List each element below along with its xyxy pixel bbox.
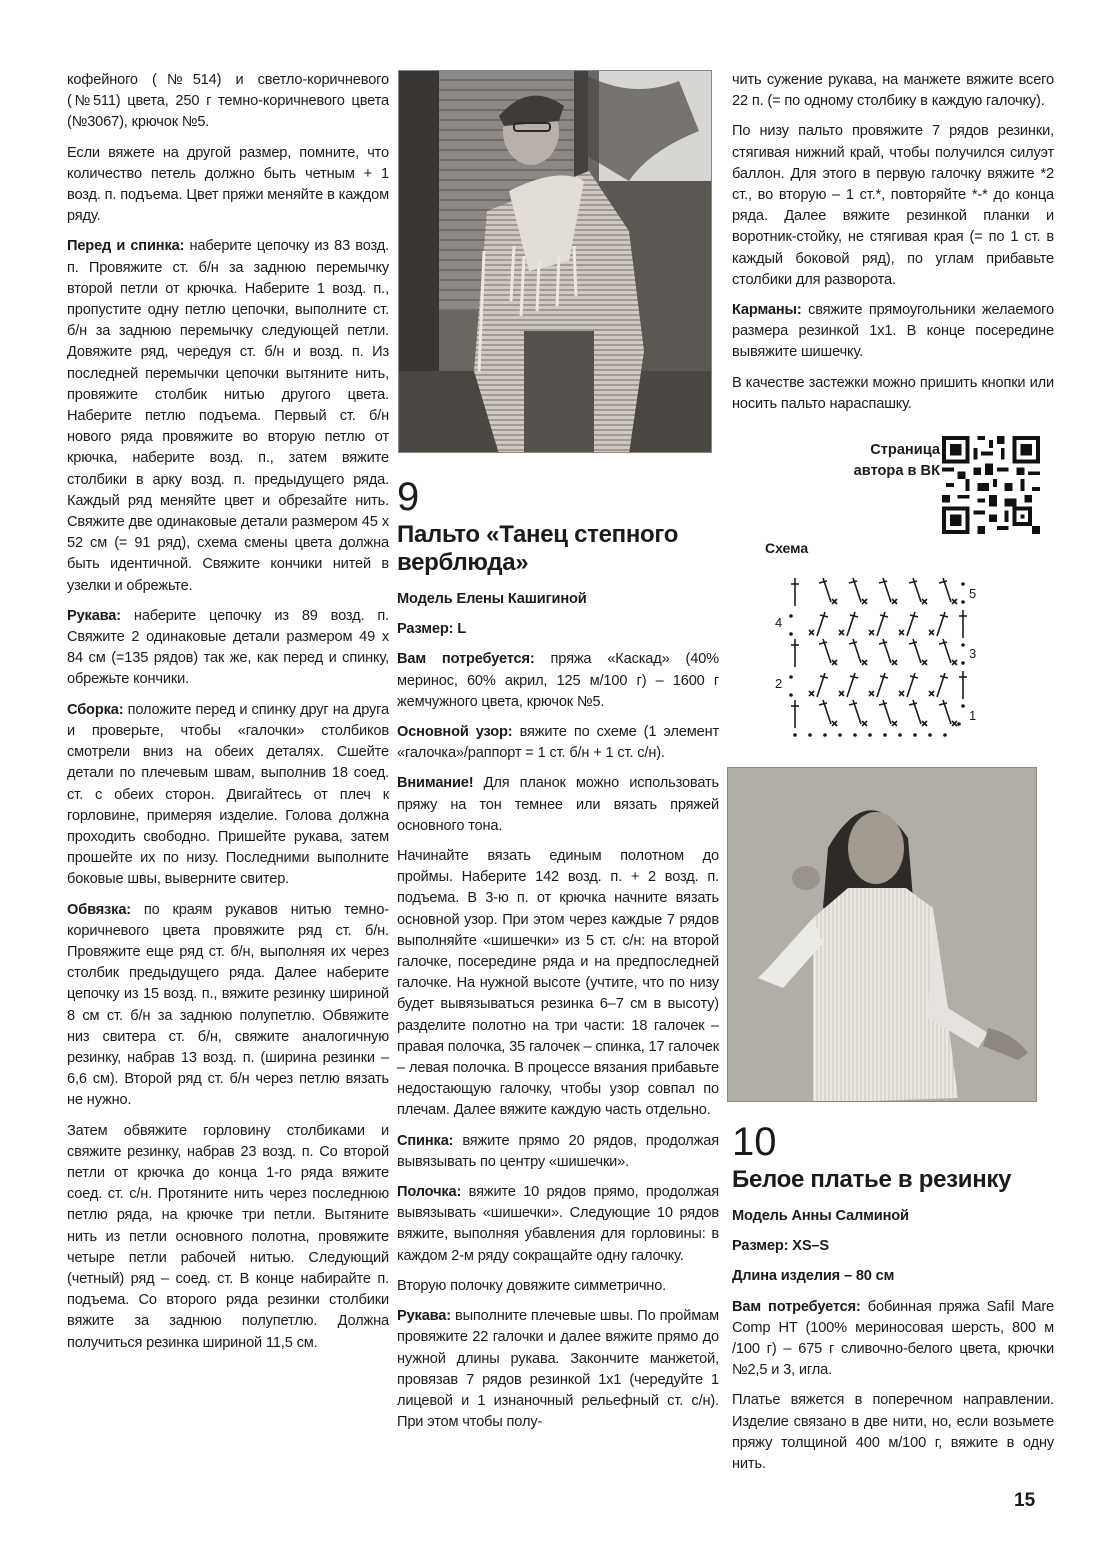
section-label: Полочка: [397,1184,462,1201]
qr-caption: Страница автора в ВК [853,442,940,479]
section-label: Рукава: [67,607,121,624]
section-label: Сборка: [67,701,124,718]
project-title: Пальто «Танец степного верблюда» [397,521,679,576]
project-number: 9 [397,475,420,519]
column-middle [397,475,719,1442]
section-attention: Внимание! Для планок можно использовать пряжу на тон темнее или вязать пряжей основного тона. [397,775,719,834]
project-author: Модель Анны Салминой [732,1208,909,1224]
clasp-paragraph: В качестве застежки можно пришить кнопки или носить пальто нараспашку. [732,374,1054,412]
neckline-paragraph: Затем обвяжите горловину столбиками и свяжите резинку, набрав 23 возд. п. Со второй петли от крючка до конца 1-го ряда вяжите соед. ст. с/н. Протяните нить через последнюю петлю ряда, на крючке три петли. Вытяните нить из петли основного полотна, провяжите четыре петли рабочей нитью. Следующий (четный) ряд – соед. ст. В конце набирайте п. подъема. Со второго ряда резинки столбики вяжите за заднюю полупетлю. Должна получиться резинка шириной 11,5 см. [67,1122,389,1351]
project-size: Размер: XS–S [732,1238,829,1255]
section-back: Спинка: вяжите прямо 20 рядов, продолжая вывязывать по центру «шишечки». [397,1132,719,1170]
qr-code-icon[interactable] [942,436,1040,534]
second-front-paragraph: Вторую полочку довяжите симметрично. [397,1277,667,1294]
project-title: Белое платье в резинку [732,1166,1012,1193]
row-number-3: 3 [969,646,977,661]
direction-paragraph: Платье вяжется в поперечном направлении. Изделие связано в две нити, но, если возьмете пряжу толщиной 400 м/100 г, вяжите в одну нить. [732,1392,1054,1473]
section-label: Спинка: [397,1132,454,1149]
odd-rows-symbols [791,578,967,728]
crochet-chart [765,570,995,740]
project-size: Размер: L [397,621,467,638]
chain-dots [789,582,965,737]
section-label: Рукава: [397,1308,451,1325]
project-length: Длина изделия – 80 см [732,1268,895,1285]
coat-photo-illustration [399,71,712,453]
section-sleeves: Рукава: выполните плечевые швы. По проймам провяжите 22 галочки и далее вяжите прямо до нужной длины рукава. Закончите манжетой, провязав 7 рядов резинкой 1х1 (чередуйте 1 лицевой и 1 изнаночный рельефный ст. с/н). При этом чтобы полу- [397,1308,719,1431]
section-label: Вам потребуется: [732,1298,861,1315]
section-label: Внимание! [397,775,474,792]
column-left [67,70,389,1363]
section-sleeves: Рукава: наберите цепочку из 89 возд. п. Свяжите 2 одинаковые детали размером 49 х 84 см (=135 рядов) так же, как перед и спинку, обрежьте кончики. [67,607,389,688]
yarn-colors-continued: кофейного (№514) и светло-коричневого (№511) цвета, 250 г темно-коричневого цвета (№3067), крючок №5. [67,72,389,131]
size-note: Если вяжете на другой размер, помните, что количество петель должно быть четным + 1 возд. п. подъема. Цвет пряжи меняйте в каждом ряду. [67,144,389,225]
section-front-back: Перед и спинка: наберите цепочку из 83 возд. п. Провяжите ст. б/н за заднюю перемычку второй петли от крючка. Наберите 1 возд. п., пропустите одну петлю цепочки, выполните ст. б/н за заднюю перемычку следующей петли. Довяжите ряд, чередуя ст. б/н и возд. п. Из последней перемычки цепочки вытяните нить, провяжите столбик нитью другого цвета. Наберите петлю подъема. Первый ст. б/н нового ряда провяжите во вторую петлю от крючка, наберите возд. п., затем вяжите столбики в арку возд. п. предыдущего ряда. Каждый ряд меняйте цвет и обрезайте нить. Свяжите две одинаковые детали размером 45 х 52 см (= 91 ряд), схема смены цвета должна быть идентичной. Свяжите кончики нитей в узелки и обрежьте. [67,238,389,594]
project10-block [732,1120,1054,1484]
row-number-4: 4 [775,615,783,630]
schema-title: Схема [765,540,809,556]
author-vk-qr-block[interactable] [830,436,1040,536]
column-right [732,70,1054,424]
section-label: Перед и спинка: [67,238,185,255]
section-materials: Вам потребуется: бобинная пряжа Safil Mare Comp HT (100% мериносовая шерсть, 800 м /100 г) – 675 г сливочно-белого цвета, крючки №2,5 и 3, игла. [732,1298,1054,1379]
section-assembly: Сборка: положите перед и спинку друг на друга и проверьте, чтобы «галочки» столбиков смотрели вниз на обеих деталях. Сшейте детали по плечевым швам, выполнив 18 соед. ст. с обеих сторон. Двигайтесь от плеч к горловине, примеряя изделие. Голова должна проходить свободно. Пришейте рукава, затем прошейте их по низу. Последними выполните боковые швы, выверните свитер. [67,701,389,888]
section-label: Обвязка: [67,901,131,918]
start-paragraph: Начинайте вязать единым полотном до проймы. Наберите 142 возд. п. + 2 возд. п. подъема. В 3-ю п. от крючка начните вязать основной узор. При этом через каждые 7 рядов выполняйте «шишечки» из 5 ст. с/н: на второй галочке, посередине ряда и на предпоследней галочке. На нужной высоте (учтите, что по низу будет вывязываться резинка 6–7 см в высоту) разделите полотно на три части: 18 галочек – правая полочка, 35 галочек – спинка, 17 галочек – левая полочка. В процессе вязания прибавьте недостающую галочку, чтобы узор совпал по плечам. Далее вяжите каждую часть отдельно. [397,848,719,1119]
page-number: 15 [1014,1490,1036,1511]
section-pattern: Основной узор: вяжите по схеме (1 элемент «галочка»/раппорт = 1 ст. б/н + 1 ст. с/н). [397,724,720,762]
section-label: Вам потребуется: [397,651,535,668]
dress-photo-illustration [728,768,1037,1102]
section-front: Полочка: вяжите 10 рядов прямо, продолжая вывязывать «шишечки». Следующие 10 рядов вяжите, выполняя убавления для горловины: в каждом 2-м ряду сокращайте одну галочку. [397,1184,719,1264]
project-author: Модель Елены Кашигиной [397,591,587,607]
row-number-2: 2 [775,676,783,691]
row-number-1: 1 [969,708,977,723]
row-number-5: 5 [969,586,977,601]
section-label: Карманы: [732,302,802,319]
section-label: Основной узор: [397,724,513,741]
section-materials: Вам потребуется: пряжа «Каскад» (40% меринос, 60% акрил, 125 м/100 г) – 1600 г жемчужного цвета, крючок №5. [397,651,719,710]
photo-coat-model [398,70,712,453]
project-number: 10 [732,1120,777,1164]
section-edging: Обвязка: по краям рукавов нитью темно-коричневого цвета провяжите ряд ст. б/н. Провяжите еще ряд ст. б/н, выполняя их через столбик предыдущего ряда. Далее наберите цепочку из 15 возд. п., вяжите резинку шириной 8 см ст. б/н за заднюю полупетлю. Обвяжите низ свитера ст. б/н, свяжите аналогичную резинку, набрав 13 возд. п. (ширина резинки – 6,6 см). Второй ряд ст. б/н через петлю вязать не нужно. [67,901,389,1109]
sleeve-continued: чить сужение рукава, на манжете вяжите всего 22 п. (= по одному столбику в каждую галочку). [732,72,1054,110]
section-pockets: Карманы: свяжите прямоугольники желаемого размера резинкой 1х1. В конце посередине вывяжите шишечку. [732,302,1054,361]
hem-paragraph: По низу пальто провяжите 7 рядов резинки, стягивая нижний край, чтобы получился силуэт баллон. Для этого в первую галочку вяжите *2 ст., во вторую – 1 ст.*, повторяйте *-* до конца ряда. Далее вяжите резинкой планки и воротник-стойку, не стягивая края (= по 1 ст. в каждый боковой ряд), по углам прибавьте столбики для разворота. [732,123,1054,288]
photo-dress-model [727,767,1037,1102]
